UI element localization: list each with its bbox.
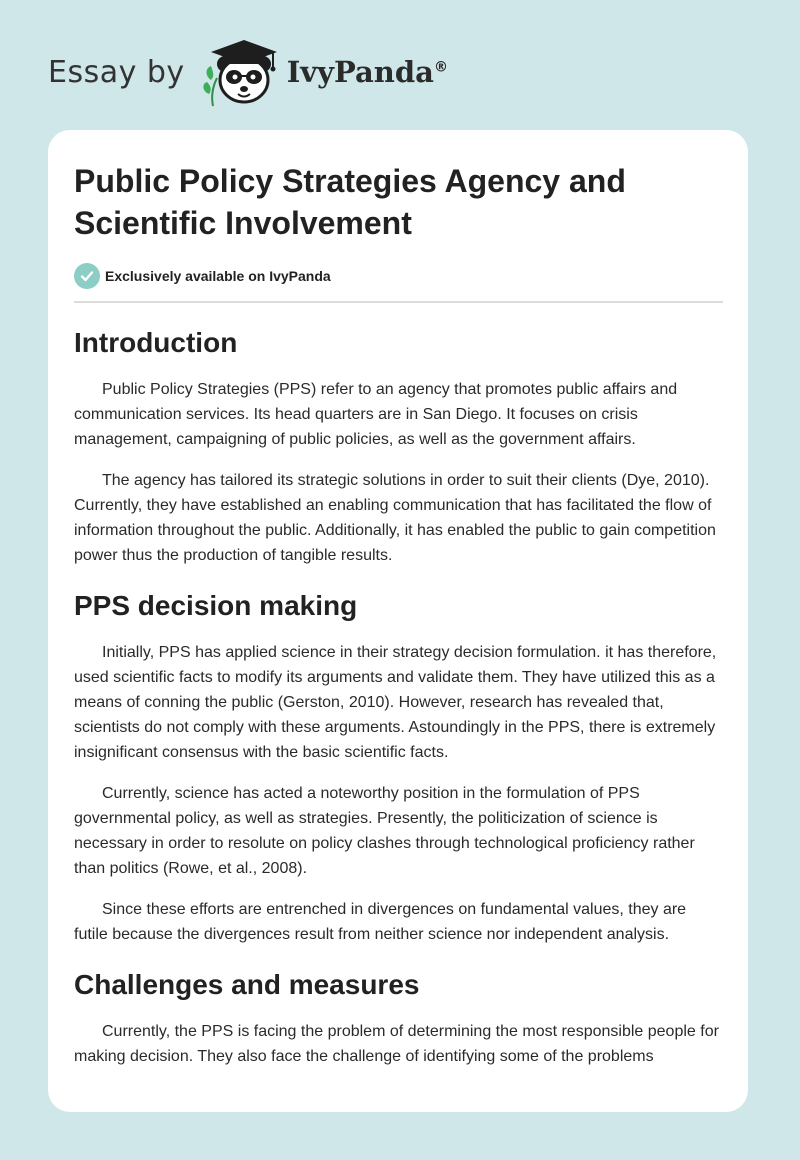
check-icon: [74, 263, 100, 289]
paragraph: Since these efforts are entrenched in divergences on fundamental values, they are futile because the divergences result from neither science nor independent analysis.: [74, 901, 687, 943]
paragraph: Currently, the PPS is facing the problem of determining the most responsible people for making decision. They also face the challenge of identifying some of the problems: [74, 1023, 719, 1065]
paragraph: Currently, science has acted a noteworthy position in the formulation of PPS governmental policy, as well as strategies. Presently, the politicization of science is necessary in order to resolute on policy clashes through technological proficiency rather than politics (Rowe, et al., 2008).: [74, 785, 695, 877]
essay-by-label: Essay by: [48, 54, 185, 90]
section-heading-decision-making: PPS decision making: [74, 590, 358, 621]
divider: [74, 301, 723, 303]
section-heading-challenges: Challenges and measures: [74, 969, 420, 1000]
paragraph: Public Policy Strategies (PPS) refer to an agency that promotes public affairs and communication services. Its head quarters are in San Diego. It focuses on crisis management, campaigning of public policies, as well as the government affairs.: [74, 381, 678, 448]
essay-content: [74, 160, 723, 1085]
essay-title: Public Policy Strategies Agency and Scientific Involvement: [74, 163, 626, 241]
exclusive-label: Exclusively available on IvyPanda: [105, 268, 331, 284]
paragraph: Initially, PPS has applied science in their strategy decision formulation. it has therefore, used scientific facts to modify its arguments and validate them. They have utilized this as a means of conning the public (Gerston, 2010). However, research has revealed that, scientists do not comply with these arguments. Astoundingly in the PPS, there is extremely insignificant consensus with the basic scientific facts.: [74, 644, 717, 761]
paragraph: The agency has tailored its strategic solutions in order to suit their clients (Dye, 2010). Currently, they have established an enabling communication that has facilitated the flow of information throughout the public. Additionally, it has enabled the public to gain competition power thus the production of tangible results.: [74, 472, 716, 564]
section-heading-introduction: Introduction: [74, 327, 238, 358]
site-header: [48, 36, 608, 108]
exclusive-badge: [74, 262, 723, 290]
essay-card: [48, 130, 748, 1112]
brand-name[interactable]: IvyPanda®: [286, 55, 448, 89]
registered-mark: ®: [433, 59, 448, 76]
ivypanda-logo-icon[interactable]: [199, 36, 283, 108]
